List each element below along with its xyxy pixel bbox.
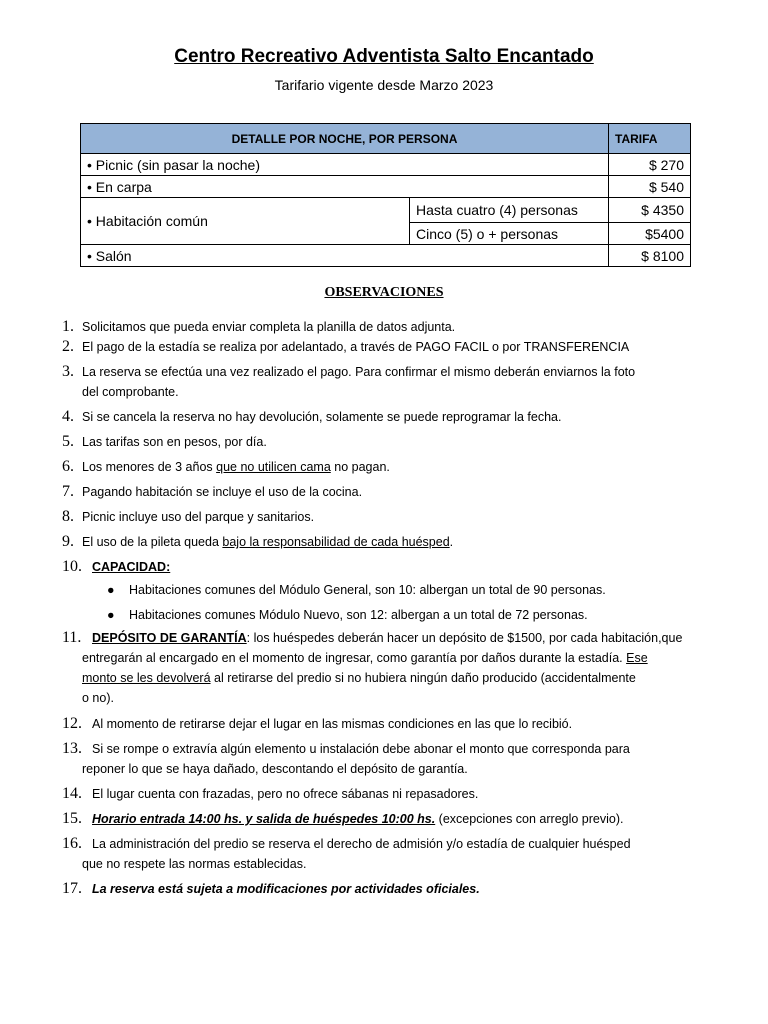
list-item: 11. DEPÓSITO DE GARANTÍA: los huéspedes deberán hacer un depósito de $1500, por cada habitación,que entregarán al encargado en el momento de ingresar, como garantía por daños durante la estadía. Ese monto se les devolverá al retirarse del predio si no hubiera ningún daño producido (accidentalmente o no). bbox=[62, 629, 683, 705]
table-row bbox=[81, 198, 691, 223]
header-tarifa: TARIFA bbox=[609, 124, 691, 154]
row-price: $ 540 bbox=[609, 176, 691, 198]
row-label: • Picnic (sin pasar la noche) bbox=[81, 154, 609, 176]
list-item: 3. La reserva se efectúa una vez realizado el pago. Para confirmar el mismo deberán enviarnos la foto del comprobante. bbox=[62, 363, 636, 399]
header-detail: DETALLE POR NOCHE, POR PERSONA bbox=[81, 124, 609, 154]
list-item: 15. Horario entrada 14:00 hs. y salida de huéspedes 10:00 hs. (excepciones con arreglo previo). bbox=[62, 810, 624, 827]
rates-table bbox=[80, 123, 691, 267]
row-price: $5400 bbox=[609, 223, 691, 245]
list-item: 13. Si se rompe o extravía algún elemento u instalación debe abonar el monto que corresponda para reponer lo que se haya dañado, descontando el depósito de garantía. bbox=[62, 740, 630, 776]
table-row bbox=[81, 154, 691, 176]
row-price: $ 4350 bbox=[609, 198, 691, 223]
page-subtitle: Tarifario vigente desde Marzo 2023 bbox=[274, 77, 494, 93]
capacity-bullet: ● Habitaciones comunes del Módulo General, son 10: albergan un total de 90 personas. bbox=[107, 583, 606, 597]
list-item: 6. Los menores de 3 años que no utilicen cama no pagan. bbox=[62, 458, 390, 475]
list-item: 9. El uso de la pileta queda bajo la responsabilidad de cada huésped. bbox=[62, 533, 454, 550]
capacity-bullet: ● Habitaciones comunes Módulo Nuevo, son 12: albergan a un total de 72 personas. bbox=[107, 608, 588, 622]
table-row bbox=[81, 176, 691, 198]
list-item: 1. Solicitamos que pueda enviar completa la planilla de datos adjunta. bbox=[62, 318, 456, 335]
observations-title: OBSERVACIONES bbox=[324, 285, 444, 300]
row-label: • Salón bbox=[81, 245, 609, 267]
row-price: $ 8100 bbox=[609, 245, 691, 267]
row-label: • Habitación común bbox=[81, 198, 410, 245]
list-item: 7. Pagando habitación se incluye el uso de la cocina. bbox=[62, 483, 363, 500]
row-sublabel: Cinco (5) o + personas bbox=[410, 223, 609, 245]
row-price: $ 270 bbox=[609, 154, 691, 176]
row-sublabel: Hasta cuatro (4) personas bbox=[410, 198, 609, 223]
list-item: 12. Al momento de retirarse dejar el lugar en las mismas condiciones en las que lo recibió. bbox=[62, 715, 573, 732]
list-item: 4. Si se cancela la reserva no hay devolución, solamente se puede reprogramar la fecha. bbox=[62, 408, 562, 425]
table-row bbox=[81, 245, 691, 267]
table-header-row bbox=[81, 124, 691, 154]
list-item: 16. La administración del predio se reserva el derecho de admisión y/o estadía de cualquier huésped que no respete las normas establecidas. bbox=[62, 835, 631, 871]
list-item: 5. Las tarifas son en pesos, por día. bbox=[62, 433, 267, 450]
list-item: 2. El pago de la estadía se realiza por adelantado, a través de PAGO FACIL o por TRANSFERENCIA bbox=[62, 338, 630, 355]
list-item: 17. La reserva está sujeta a modificaciones por actividades oficiales. bbox=[62, 880, 480, 897]
list-item: 14. El lugar cuenta con frazadas, pero no ofrece sábanas ni repasadores. bbox=[62, 785, 479, 802]
list-item: 10. CAPACIDAD: bbox=[62, 558, 171, 575]
list-item: 8. Picnic incluye uso del parque y sanitarios. bbox=[62, 508, 315, 525]
page-title: Centro Recreativo Adventista Salto Encantado bbox=[174, 46, 594, 67]
row-label: • En carpa bbox=[81, 176, 609, 198]
